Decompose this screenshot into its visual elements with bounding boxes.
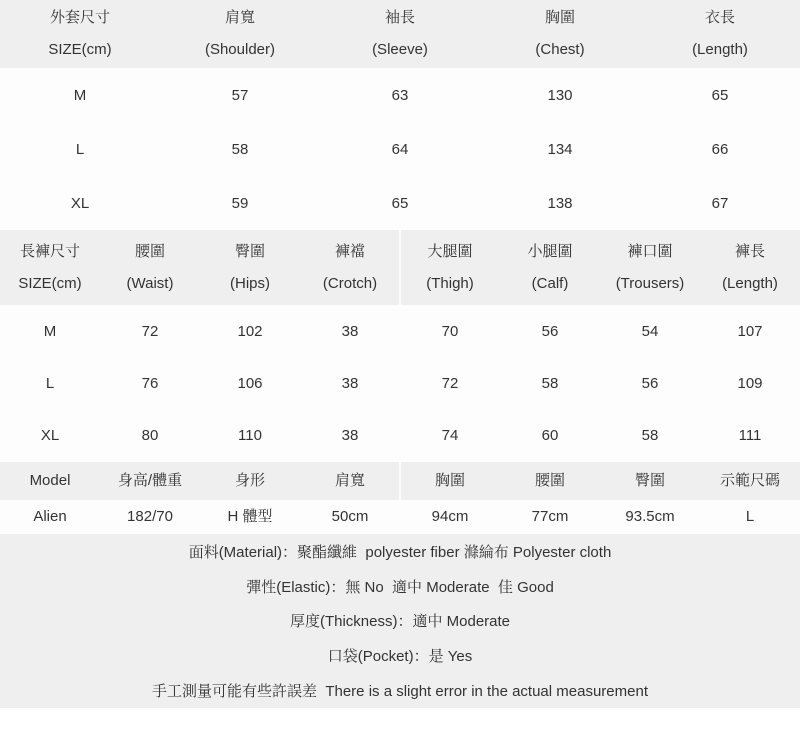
model-value-row (0, 500, 800, 534)
size-cell: L (75, 140, 85, 158)
header-label-en: (Sleeve) (372, 41, 428, 58)
size-cell: XL (40, 427, 60, 445)
header-label-en: (Hips) (230, 274, 270, 292)
size-cell: M (43, 322, 57, 340)
header-label-cn: 褲長 (734, 242, 765, 260)
model-header-cell: 肩寬 (334, 472, 365, 490)
size-cell: XL (70, 194, 90, 212)
value-cell: 56 (641, 374, 659, 392)
model-value-cell: H 體型 (227, 508, 273, 526)
value-cell: 58 (641, 427, 659, 445)
header-label-cn: 衣長 (704, 9, 735, 26)
header-label-cn: 胸圍 (544, 9, 575, 26)
value-cell: 110 (238, 427, 262, 445)
value-cell: 54 (641, 322, 659, 340)
model-header-cell: Model (29, 472, 71, 490)
model-header-cell: 臀圍 (634, 472, 665, 490)
jacket-header-length (640, 0, 800, 68)
header-label-cn: 大腿圍 (427, 242, 473, 260)
header-label-cn: 外套尺寸 (49, 9, 110, 26)
note-pocket: 口袋(Pocket)：是 Yes (327, 648, 473, 666)
header-label-en: SIZE(cm) (48, 41, 112, 58)
pants-header-trousers (600, 230, 700, 305)
pants-header-thigh (400, 230, 500, 305)
value-cell: 59 (231, 194, 249, 212)
header-label-en: (Length) (722, 274, 778, 292)
jacket-header-sleeve (320, 0, 480, 68)
header-label-en: (Waist) (126, 274, 174, 292)
value-cell: 111 (738, 427, 762, 445)
header-label-cn: 腰圍 (134, 242, 165, 260)
bottom-whitespace (0, 708, 800, 745)
header-label-cn: 小腿圍 (527, 242, 573, 260)
value-cell: 63 (391, 86, 409, 104)
value-cell: 72 (141, 322, 159, 340)
value-cell: 64 (391, 140, 409, 158)
value-cell: 58 (541, 374, 559, 392)
pants-row-xl (0, 410, 800, 462)
value-cell: 38 (341, 374, 359, 392)
value-cell: 38 (341, 427, 359, 445)
note-elastic: 彈性(Elastic)：無 No 適中 Moderate 佳 Good (246, 578, 554, 596)
value-cell: 60 (541, 427, 559, 445)
pants-row-l (0, 357, 800, 409)
value-cell: 58 (231, 140, 249, 158)
value-cell: 134 (547, 140, 573, 158)
model-value-cell: 77cm (531, 508, 569, 526)
value-cell: 66 (711, 140, 729, 158)
header-label-cn: 褲口圍 (627, 242, 673, 260)
pants-header-calf (500, 230, 600, 305)
jacket-header-size (0, 0, 160, 68)
model-value-cell: 50cm (331, 508, 369, 526)
model-header-cell: 身形 (234, 472, 265, 490)
pants-header-size (0, 230, 100, 305)
pants-table-header (0, 230, 800, 305)
jacket-table-header (0, 0, 800, 68)
value-cell: 65 (711, 86, 729, 104)
value-cell: 138 (547, 194, 573, 212)
header-label-en: (Shoulder) (204, 41, 276, 58)
header-label-en: (Calf) (531, 274, 569, 292)
pants-header-hips (200, 230, 300, 305)
pants-header-length (700, 230, 800, 305)
value-cell: 38 (341, 322, 359, 340)
value-cell: 65 (391, 194, 409, 212)
jacket-header-chest (480, 0, 640, 68)
size-cell: L (45, 374, 55, 392)
value-cell: 70 (441, 322, 459, 340)
value-cell: 74 (441, 427, 459, 445)
value-cell: 56 (541, 322, 559, 340)
note-measurement-disclaimer: 手工測量可能有些許誤差 There is a slight error in the actual measurement (152, 683, 648, 701)
model-header-cell: 胸圍 (434, 472, 465, 490)
value-cell: 76 (141, 374, 159, 392)
value-cell: 109 (737, 374, 763, 392)
value-cell: 57 (231, 86, 249, 104)
model-value-cell: 93.5cm (625, 508, 675, 526)
value-cell: 102 (237, 322, 263, 340)
model-value-cell: 182/70 (127, 508, 173, 526)
model-header-cell: 示範尺碼 (719, 472, 780, 490)
header-label-en: SIZE(cm) (18, 274, 82, 292)
model-value-cell: L (745, 508, 755, 526)
header-label-en: (Thigh) (426, 274, 474, 292)
pants-row-m (0, 305, 800, 357)
note-material: 面料(Material)：聚酯纖維 polyester fiber 滌綸布 Polyester cloth (188, 543, 612, 561)
jacket-row-xl (0, 176, 800, 230)
header-label-cn: 褲襠 (334, 242, 365, 260)
jacket-row-l (0, 122, 800, 176)
value-cell: 130 (547, 86, 573, 104)
header-label-en: (Trousers) (615, 274, 685, 292)
header-label-cn: 臀圍 (234, 242, 265, 260)
header-label-cn: 袖長 (384, 9, 415, 26)
value-cell: 80 (141, 427, 159, 445)
model-header-cell: 身高/體重 (117, 472, 183, 490)
note-thickness: 厚度(Thickness)：適中 Moderate (289, 613, 511, 631)
jacket-header-shoulder (160, 0, 320, 68)
model-value-cell: 94cm (431, 508, 469, 526)
model-header-cell: 腰圍 (534, 472, 565, 490)
value-cell: 107 (737, 322, 763, 340)
header-label-cn: 肩寬 (224, 9, 255, 26)
header-label-en: (Length) (692, 41, 748, 58)
header-label-cn: 長褲尺寸 (19, 242, 80, 260)
value-cell: 67 (711, 194, 729, 212)
product-notes (0, 534, 800, 708)
jacket-row-m (0, 68, 800, 122)
header-label-en: (Chest) (535, 41, 585, 58)
header-label-en: (Crotch) (322, 274, 378, 292)
value-cell: 72 (441, 374, 459, 392)
model-value-cell: Alien (33, 508, 67, 526)
model-table-header (0, 462, 800, 500)
value-cell: 106 (237, 374, 263, 392)
pants-header-waist (100, 230, 200, 305)
size-cell: M (73, 86, 87, 104)
pants-header-crotch (300, 230, 400, 305)
